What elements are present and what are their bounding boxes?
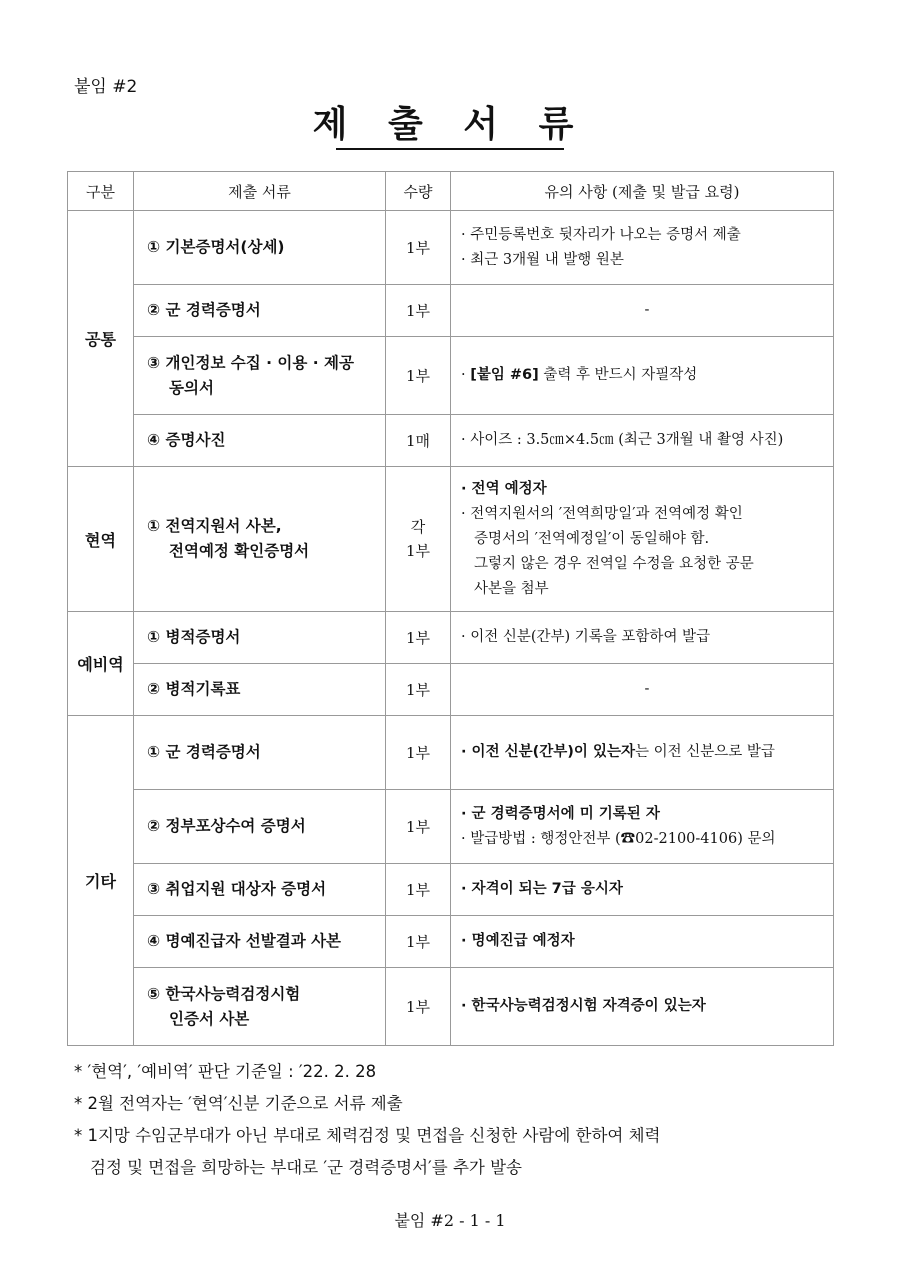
quantity: 1부 [386,664,451,716]
quantity-line: 1부 [405,542,431,560]
document-name: ② 병적기록표 [134,664,386,716]
column-header-notes: 유의 사항 (제출 및 발급 요령) [451,172,834,211]
document-name-line: ⑤ 한국사능력검정시험 [147,984,301,1003]
quantity: 1매 [386,415,451,467]
category-active: 현역 [68,467,134,612]
table-row [68,664,834,716]
quantity: 1부 [386,716,451,790]
footnote: * 2월 전역자는 ′현역′신분 기준으로 서류 제출 [74,1094,403,1113]
footnote-continuation: 검정 및 면접을 희망하는 부대로 ′군 경력증명서′를 추가 발송 [90,1158,522,1177]
attachment-reference: [붙임 #6] [470,367,539,383]
table-row [68,415,834,467]
document-name: ② 군 경력증명서 [134,285,386,337]
table-row [68,968,834,1046]
documents-table [67,171,834,1046]
document-name: ③ 취업지원 대상자 증명서 [134,864,386,916]
note-line: · 발급방법 : 행정안전부 (☎02-2100-4106) 문의 [461,830,776,847]
table-row [68,467,834,612]
document-name-line: 동의서 [169,378,214,397]
note-line: 증명서의 ′전역예정일′이 동일해야 함. [474,530,710,547]
quantity [386,467,451,612]
footnotes [74,1056,854,1184]
note-text: 는 이전 신분으로 발급 [634,744,775,760]
notes-cell [451,716,834,790]
notes-cell [451,211,834,285]
page-number: 붙임 #2 - 1 - 1 [394,1211,506,1230]
footnote: * 1지망 수임군부대가 아닌 부대로 체력검정 및 면접을 신청한 사람에 한하여 체력 [74,1126,661,1145]
document-name [134,337,386,415]
table-row [68,916,834,968]
notes-cell: · 한국사능력검정시험 자격증이 있는자 [451,968,834,1046]
notes-cell: · 자격이 되는 7급 응시자 [451,864,834,916]
note-text: 출력 후 반드시 자필작성 [538,367,698,383]
note-line: · 군 경력증명서에 미 기록된 자 [461,805,660,822]
quantity: 1부 [386,612,451,664]
table-row [68,285,834,337]
notes-cell: · 사이즈 : 3.5㎝×4.5㎝ (최근 3개월 내 촬영 사진) [451,415,834,467]
column-header-category: 구분 [68,172,134,211]
note-emphasis: · 이전 신분(간부)이 있는자 [461,744,635,760]
notes-cell: · 명예진급 예정자 [451,916,834,968]
quantity: 1부 [386,864,451,916]
table-row [68,612,834,664]
category-other: 기타 [68,716,134,1046]
category-reserve: 예비역 [68,612,134,716]
note-bullet: · [461,367,471,383]
document-name: ② 정부포상수여 증명서 [134,790,386,864]
table-row [68,864,834,916]
notes-cell: - [451,285,834,337]
document-name: ④ 명예진급자 선발결과 사본 [134,916,386,968]
column-header-document: 제출 서류 [134,172,386,211]
notes-cell: · 이전 신분(간부) 기록을 포함하여 발급 [451,612,834,664]
page-title: 제 출 서 류 [312,104,588,145]
footnote: * ′현역′, ′예비역′ 판단 기준일 : ′22. 2. 28 [74,1062,377,1081]
table-row [68,716,834,790]
quantity: 1부 [386,211,451,285]
document-name: ④ 증명사진 [134,415,386,467]
category-common: 공통 [68,211,134,467]
table-header-row [68,172,834,211]
notes-cell [451,337,834,415]
document-name: ① 병적증명서 [134,612,386,664]
quantity: 1부 [386,337,451,415]
attachment-label: 붙임 #2 [74,77,138,97]
notes-cell: - [451,664,834,716]
table-row [68,211,834,285]
quantity-line: 각 [410,518,426,536]
document-name-line: 인증서 사본 [169,1009,250,1028]
quantity: 1부 [386,285,451,337]
document-name-line: ③ 개인정보 수집 · 이용 · 제공 [147,353,355,372]
document-name-line: 전역예정 확인증명서 [169,542,310,560]
document-name-line: ① 전역지원서 사본, [147,517,282,535]
quantity: 1부 [386,968,451,1046]
note-line: · 전역 예정자 [461,480,547,497]
column-header-quantity: 수량 [386,172,451,211]
document-name [134,968,386,1046]
note-line: · 전역지원서의 ′전역희망일′과 전역예정 확인 [461,505,743,522]
notes-cell [451,790,834,864]
quantity: 1부 [386,790,451,864]
notes-cell [451,467,834,612]
document-name: ① 기본증명서(상세) [134,211,386,285]
note-line: · 주민등록번호 뒷자리가 나오는 증명서 제출 [461,226,741,243]
table-row [68,337,834,415]
note-line: · 최근 3개월 내 발행 원본 [461,251,624,268]
document-name [134,467,386,612]
quantity: 1부 [386,916,451,968]
title-underline [336,148,564,150]
table-row [68,790,834,864]
note-line: 그렇지 않은 경우 전역일 수정을 요청한 공문 [474,555,754,572]
note-line: 사본을 첨부 [474,580,549,597]
document-name: ① 군 경력증명서 [134,716,386,790]
